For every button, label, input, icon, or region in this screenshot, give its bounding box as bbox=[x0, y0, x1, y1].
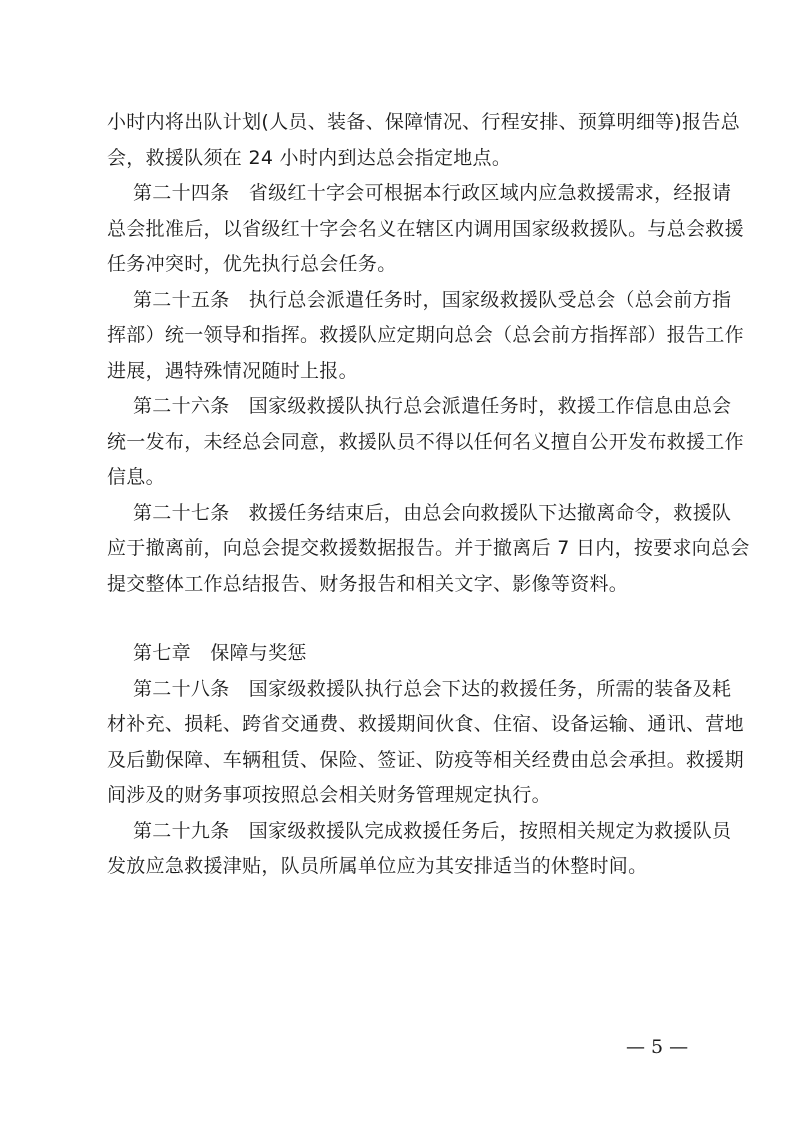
chapter-heading bbox=[107, 636, 687, 672]
article-29 bbox=[107, 814, 732, 885]
text-line: 及后勤保障、车辆租赁、保险、签证、防疫等相关经费由总会承担。救援期 bbox=[107, 748, 744, 771]
section-gap bbox=[107, 602, 687, 636]
text-line: 第二十五条 执行总会派遣任务时，国家级救援队受总会（总会前方指 bbox=[133, 288, 732, 311]
text-line: 统一发布，未经总会同意，救援队员不得以任何名义擅自公开发布救援工作 bbox=[107, 430, 744, 453]
text-line: 会，救援队须在 24 小时内到达总会指定地点。 bbox=[107, 146, 512, 169]
text-line: 第二十七条 救援任务结束后，由总会向救援队下达撤离命令，救援队 bbox=[133, 501, 732, 524]
text-line: 第二十九条 国家级救援队完成救援任务后，按照相关规定为救援队员 bbox=[133, 819, 732, 842]
text-line: 间涉及的财务事项按照总会相关财务管理规定执行。 bbox=[107, 784, 551, 806]
chapter-title: 第七章 保障与奖惩 bbox=[133, 642, 307, 664]
text-line: 挥部）统一领导和指挥。救援队应定期向总会（总会前方指挥部）报告工作 bbox=[107, 324, 744, 346]
text-line: 进展，遇特殊情况随时上报。 bbox=[107, 359, 358, 382]
text-line: 总会批准后，以省级红十字会名义在辖区内调用国家级救援队。与总会救援 bbox=[107, 217, 744, 240]
text-line: 第二十四条 省级红十字会可根据本行政区域内应急救援需求，经报请 bbox=[133, 182, 732, 204]
text-line: 信息。 bbox=[107, 466, 165, 488]
article-25 bbox=[107, 283, 744, 390]
text-line: 应于撤离前，向总会提交救援数据报告。并于撤离后 7 日内，按要求向总会 bbox=[107, 537, 750, 559]
article-28 bbox=[107, 672, 744, 814]
text-line: 小时内将出队计划(人员、装备、保障情况、行程安排、预算明细等)报告总 bbox=[107, 111, 741, 133]
text-line: 材补充、损耗、跨省交通费、救援期间伙食、住宿、设备运输、通讯、营地 bbox=[107, 713, 744, 735]
text-line: 第二十六条 国家级救援队执行总会派遣任务时，救援工作信息由总会 bbox=[133, 395, 732, 417]
page-number: — 5 — bbox=[626, 1036, 689, 1058]
text-line: 发放应急救援津贴，队员所属单位应为其安排适当的休整时间。 bbox=[107, 855, 648, 877]
paragraph-continuation bbox=[107, 105, 741, 176]
text-line: 任务冲突时，优先执行总会任务。 bbox=[107, 253, 397, 275]
article-24 bbox=[107, 176, 744, 283]
article-26 bbox=[107, 389, 744, 496]
text-line: 第二十八条 国家级救援队执行总会下达的救援任务，所需的装备及耗 bbox=[133, 677, 732, 700]
text-line: 提交整体工作总结报告、财务报告和相关文字、影像等资料。 bbox=[107, 572, 629, 595]
article-27 bbox=[107, 496, 750, 603]
document-body bbox=[107, 105, 750, 885]
